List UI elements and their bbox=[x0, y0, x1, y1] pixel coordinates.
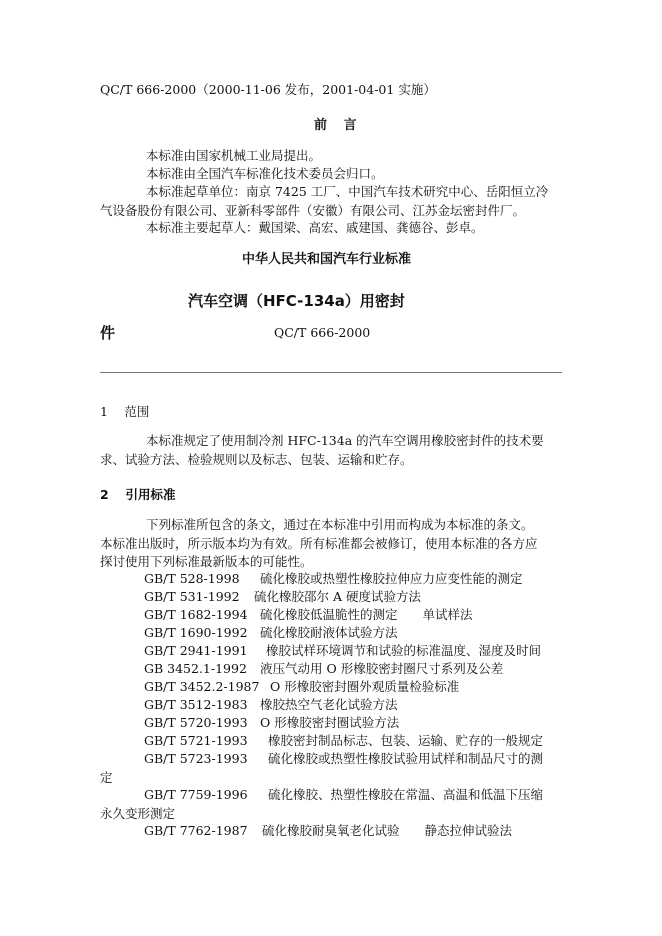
reference-title: O 形橡胶密封圈外观质量检验标准 bbox=[270, 679, 460, 694]
reference-title: 硫化橡胶、热塑性橡胶在常温、高温和低温下压缩 bbox=[268, 787, 544, 802]
reference-title: 橡胶热空气老化试验方法 bbox=[260, 697, 398, 712]
reference-title: 硫化橡胶邵尔 A 硬度试验方法 bbox=[254, 589, 421, 604]
section-2-line: 探讨使用下列标准最新版本的可能性。 bbox=[100, 554, 313, 569]
reference-code: GB/T 528-1998 bbox=[144, 571, 240, 586]
standard-header-line: QC/T 666-2000（2000-11-06 发布，2001-04-01 实施） bbox=[100, 82, 436, 97]
reference-code: GB/T 2941-1991 bbox=[144, 643, 248, 658]
reference-code: GB/T 5723-1993 bbox=[144, 751, 248, 766]
reference-code: GB/T 5721-1993 bbox=[144, 733, 248, 748]
preface-line: 气设备股份有限公司、亚新科零部件（安徽）有限公司、江苏金坛密封件厂。 bbox=[100, 203, 526, 218]
section-2-line: 下列标准所包含的条文，通过在本标准中引用而构成为本标准的条文。 bbox=[146, 517, 534, 532]
reference-title: 硫化橡胶低温脆性的测定 单试样法 bbox=[260, 607, 473, 622]
reference-title: 橡胶密封制品标志、包装、运输、贮存的一般规定 bbox=[268, 733, 544, 748]
industry-standard-title: 中华人民共和国汽车行业标准 bbox=[242, 252, 412, 267]
document-title: 汽车空调（HFC-134a）用密封 bbox=[188, 292, 405, 310]
section-2-heading: 2 引用标准 bbox=[100, 487, 176, 502]
reference-code: GB 3452.1-1992 bbox=[144, 661, 247, 676]
reference-code: GB/T 3452.2-1987 bbox=[144, 679, 260, 694]
preface-line: 本标准由国家机械工业局提出。 bbox=[146, 148, 322, 163]
reference-title-continuation: 永久变形测定 bbox=[100, 806, 176, 821]
reference-title: 硫化橡胶耐臭氧老化试验 静态拉伸试验法 bbox=[262, 823, 513, 838]
document-title-continuation: 件 bbox=[100, 324, 116, 342]
reference-code: GB/T 7762-1987 bbox=[144, 823, 248, 838]
preface-line: 本标准起草单位：南京 7425 工厂、中国汽车技术研究中心、岳阳恒立冷 bbox=[146, 184, 549, 199]
preface-line: 本标准主要起草人：戴国梁、高宏、戚建国、龚德谷、彭卓。 bbox=[146, 220, 484, 235]
reference-title: 液压气动用 O 形橡胶密封圈尺寸系列及公差 bbox=[260, 661, 504, 676]
reference-title: 硫化橡胶或热塑性橡胶拉伸应力应变性能的测定 bbox=[260, 571, 523, 586]
reference-code: GB/T 1682-1994 bbox=[144, 607, 248, 622]
reference-code: GB/T 5720-1993 bbox=[144, 715, 248, 730]
reference-code: GB/T 3512-1983 bbox=[144, 697, 248, 712]
reference-title: 硫化橡胶耐液体试验方法 bbox=[260, 625, 398, 640]
document-code: QC/T 666-2000 bbox=[274, 325, 371, 340]
reference-title: 橡胶试样环境调节和试验的标准温度、湿度及时间 bbox=[266, 643, 542, 658]
divider bbox=[100, 372, 562, 373]
reference-code: GB/T 7759-1996 bbox=[144, 787, 248, 802]
reference-code: GB/T 531-1992 bbox=[144, 589, 240, 604]
reference-title-continuation: 定 bbox=[100, 770, 113, 785]
reference-title: O 形橡胶密封圈试验方法 bbox=[260, 715, 400, 730]
preface-line: 本标准由全国汽车标准化技术委员会归口。 bbox=[146, 166, 384, 181]
section-2-line: 本标准出版时，所示版本均为有效。所有标准都会被修订，使用本标准的各方应 bbox=[100, 536, 538, 551]
section-1-line: 本标准规定了使用制冷剂 HFC-134a 的汽车空调用橡胶密封件的技术要 bbox=[146, 433, 544, 448]
preface-title: 前 言 bbox=[314, 118, 363, 133]
section-1-heading: 1 范围 bbox=[100, 404, 150, 419]
section-1-line: 求、试验方法、检验规则以及标志、包装、运输和贮存。 bbox=[100, 452, 413, 467]
reference-title: 硫化橡胶或热塑性橡胶试验用试样和制品尺寸的测 bbox=[268, 751, 544, 766]
reference-code: GB/T 1690-1992 bbox=[144, 625, 248, 640]
